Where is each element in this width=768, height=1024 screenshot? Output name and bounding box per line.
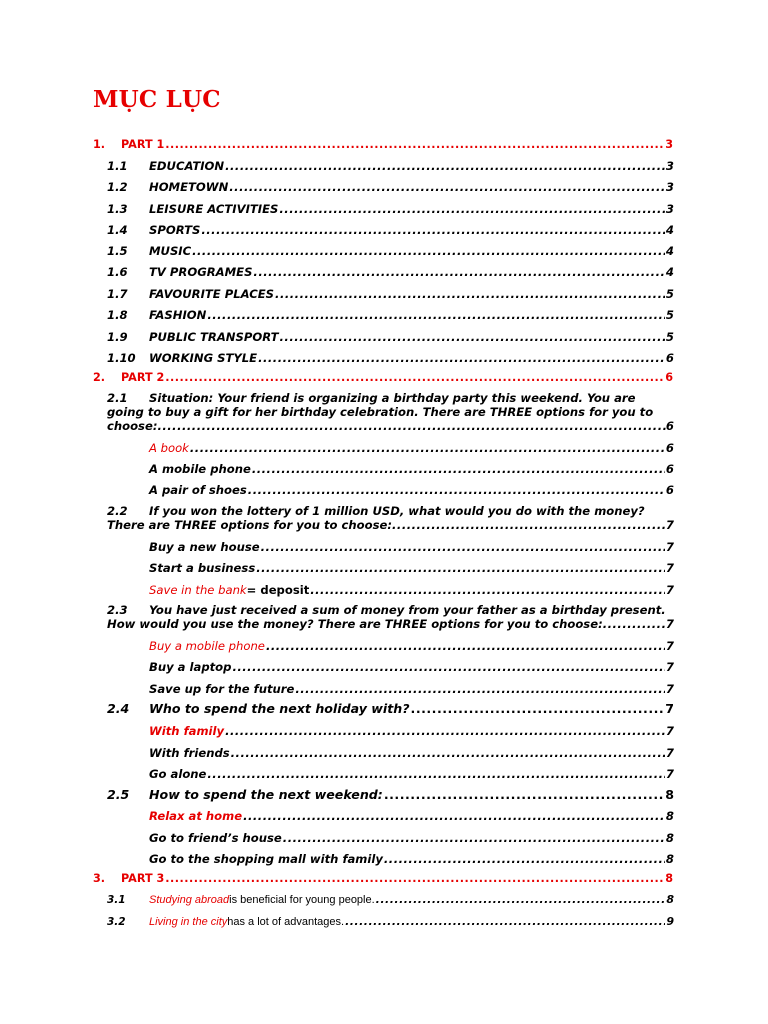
entry-title: Go to the shopping mall with family — [149, 852, 383, 866]
dot-leader — [280, 330, 665, 344]
entry-number: 1.3 — [107, 202, 128, 216]
page-number: 7 — [665, 660, 674, 674]
entry-title: Buy a laptop — [149, 660, 232, 674]
toc-entry-1-2[interactable] — [107, 180, 674, 194]
entry-title-line-1: If you won the lottery of 1 million USD, what would you do with the money? — [149, 504, 645, 518]
page-number: 6 — [665, 462, 674, 476]
dot-leader — [248, 483, 665, 497]
entry-number: 1.2 — [107, 180, 128, 194]
entry-line — [107, 391, 674, 405]
toc-entry-part-3[interactable] — [93, 872, 673, 886]
dot-leader — [258, 351, 665, 365]
page-number: 7 — [665, 540, 674, 554]
entry-number: 2.1 — [107, 391, 128, 405]
entry-title-line-2: going to buy a gift for her birthday celebration. There are THREE options for you to — [107, 405, 654, 419]
toc-bullet-with-family[interactable] — [107, 724, 674, 738]
entry-number: 2.5 — [107, 787, 130, 802]
dot-leader — [603, 617, 666, 631]
entry-title: Start a business — [149, 561, 256, 575]
dot-leader — [266, 639, 665, 653]
dot-leader — [229, 180, 665, 194]
entry-line — [107, 419, 674, 433]
page-number: 3 — [665, 138, 673, 151]
entry-title: Go alone — [149, 767, 207, 781]
entry-title: Relax at home — [149, 809, 243, 823]
page-number: 6 — [665, 419, 674, 433]
entry-title: Buy a new house — [149, 540, 260, 554]
toc-entry-1-9[interactable] — [107, 330, 674, 344]
page-number: 6 — [665, 441, 674, 455]
toc-bullet-save-up-for-the-future[interactable] — [107, 682, 674, 696]
entry-title: PUBLIC TRANSPORT — [149, 330, 279, 344]
page-number: 7 — [665, 583, 674, 597]
toc-bullet-buy-a-mobile-phone[interactable] — [107, 639, 674, 653]
entry-title: EDUCATION — [149, 159, 225, 173]
toc-entry-2-5[interactable] — [107, 788, 674, 802]
dot-leader — [190, 441, 665, 455]
entry-title-highlight: Living in the city — [149, 916, 228, 928]
entry-title: How to spend the next weekend: — [149, 787, 383, 802]
entry-title: HOMETOWN — [149, 180, 229, 194]
entry-title-rest: = deposit — [246, 583, 310, 597]
toc-entry-part-1[interactable] — [93, 138, 673, 152]
dot-leader — [345, 915, 665, 929]
dot-leader — [295, 682, 665, 696]
dot-leader — [253, 265, 665, 279]
entry-number: 3. — [93, 872, 106, 885]
entry-title: Who to spend the next holiday with? — [149, 701, 410, 716]
toc-bullet-go-to-friends-house[interactable] — [107, 831, 674, 845]
toc-entry-3-2[interactable] — [107, 915, 674, 929]
entry-title: A mobile phone — [149, 462, 251, 476]
page-number: 3 — [665, 180, 674, 194]
page-number: 7 — [665, 767, 674, 781]
toc-entry-2-2[interactable] — [107, 504, 674, 532]
page-number: 9 — [666, 915, 674, 928]
toc-bullet-buy-a-new-house[interactable] — [107, 540, 674, 554]
page-number: 5 — [665, 330, 674, 344]
dot-leader — [157, 419, 665, 433]
entry-number: 1.8 — [107, 308, 128, 322]
dot-leader — [384, 788, 664, 802]
toc-entry-3-1[interactable] — [107, 893, 674, 907]
page-number: 8 — [665, 852, 674, 866]
toc-entry-2-1[interactable] — [107, 391, 674, 433]
entry-title: A book — [149, 441, 189, 455]
toc-entry-2-4[interactable] — [107, 702, 674, 716]
entry-title: With family — [149, 724, 225, 738]
page-number: 4 — [665, 244, 674, 258]
entry-title-line-1: Situation: Your friend is organizing a birthday party this weekend. You are — [149, 391, 636, 405]
entry-title-line-2: There are THREE options for you to choose: — [107, 518, 393, 532]
entry-title-line-3: choose: — [107, 419, 158, 433]
dot-leader — [225, 724, 665, 738]
entry-number: 2.2 — [107, 504, 128, 518]
page-number: 5 — [665, 308, 674, 322]
dot-leader — [411, 702, 665, 716]
toc-entry-part-2[interactable] — [93, 371, 673, 385]
entry-title-rest: has a lot of advantages. — [227, 916, 345, 928]
entry-title-line-2: How would you use the money? There are THREE options for you to choose: — [107, 617, 603, 631]
toc-entry-2-3[interactable] — [107, 603, 674, 631]
page-number: 8 — [665, 831, 674, 845]
toc-bullet-with-friends[interactable] — [107, 746, 674, 760]
entry-title: FAVOURITE PLACES — [149, 287, 275, 301]
toc-bullet-start-a-business[interactable] — [107, 561, 674, 575]
page-number: 6 — [665, 483, 674, 497]
page-number: 8 — [666, 893, 674, 906]
entry-line — [107, 405, 674, 419]
page-number: 7 — [665, 724, 674, 738]
dot-leader — [283, 831, 665, 845]
entry-title-line-1: You have just received a sum of money from your father as a birthday present. — [149, 603, 666, 617]
entry-number: 1.7 — [107, 287, 128, 301]
page-number: 7 — [665, 561, 674, 575]
dot-leader — [392, 518, 666, 532]
dot-leader — [275, 287, 665, 301]
entry-title: Save up for the future — [149, 682, 295, 696]
entry-number: 1.10 — [107, 351, 136, 365]
page-number: 7 — [665, 639, 674, 653]
toc-bullet-a-book[interactable] — [107, 441, 674, 455]
entry-title: WORKING STYLE — [149, 351, 258, 365]
dot-leader — [165, 371, 664, 385]
dot-leader — [201, 223, 665, 237]
toc-entry-1-10[interactable] — [107, 351, 674, 365]
dot-leader — [207, 308, 665, 322]
entry-title: With friends — [149, 746, 230, 760]
page-number: 7 — [665, 682, 674, 696]
toc-bullet-a-pair-of-shoes[interactable] — [107, 483, 674, 497]
dot-leader — [243, 809, 665, 823]
toc-bullet-a-mobile-phone[interactable] — [107, 462, 674, 476]
dot-leader — [384, 852, 665, 866]
entry-title-highlight: Save in the bank — [149, 583, 247, 597]
page-number: 8 — [665, 809, 674, 823]
entry-number: 1. — [93, 138, 106, 151]
page-number: 8 — [665, 787, 674, 802]
dot-leader — [207, 767, 665, 781]
toc-entry-1-3[interactable] — [107, 202, 674, 216]
entry-number: 3.2 — [107, 916, 126, 928]
entry-line — [107, 518, 674, 532]
page-number: 4 — [665, 223, 674, 237]
dot-leader — [261, 540, 665, 554]
page-number: 7 — [665, 701, 674, 716]
entry-title: SPORTS — [149, 223, 201, 237]
entry-number: 3.1 — [107, 894, 126, 906]
page-number: 6 — [665, 351, 674, 365]
entry-number: 1.9 — [107, 330, 128, 344]
entry-line — [107, 603, 674, 617]
dot-leader — [310, 583, 665, 597]
toc-bullet-buy-a-laptop[interactable] — [107, 660, 674, 674]
page-number: 7 — [665, 746, 674, 760]
page-number: 8 — [665, 872, 673, 885]
page-number: 5 — [665, 287, 674, 301]
entry-number: 1.4 — [107, 223, 128, 237]
entry-line — [107, 617, 674, 631]
entry-title: LEISURE ACTIVITIES — [149, 202, 279, 216]
dot-leader — [225, 159, 665, 173]
toc-entry-1-5[interactable] — [107, 244, 674, 258]
dot-leader — [192, 244, 665, 258]
entry-title: TV PROGRAMES — [149, 265, 253, 279]
entry-title: Buy a mobile phone — [149, 639, 265, 653]
entry-title: FASHION — [149, 308, 207, 322]
page-number: 7 — [665, 518, 674, 532]
entry-title-highlight: Studying abroad — [149, 894, 230, 906]
entry-title: A pair of shoes — [149, 483, 247, 497]
page-number: 3 — [665, 202, 674, 216]
toc-entry-1-1[interactable] — [107, 159, 674, 173]
entry-number: 1.5 — [107, 244, 128, 258]
toc-entry-1-7[interactable] — [107, 287, 674, 301]
entry-number: 2. — [93, 371, 106, 384]
entry-title-rest: is beneficial for young people. — [229, 894, 375, 906]
toc-bullet-save-in-the-bank[interactable] — [107, 583, 674, 597]
toc-entry-1-4[interactable] — [107, 223, 674, 237]
page-number: 3 — [665, 159, 674, 173]
entry-number: 1.6 — [107, 265, 128, 279]
dot-leader — [165, 872, 664, 886]
dot-leader — [252, 462, 665, 476]
dot-leader — [232, 660, 664, 674]
dot-leader — [279, 202, 665, 216]
toc-entry-1-6[interactable] — [107, 265, 674, 279]
entry-line — [107, 504, 674, 518]
page-number: 7 — [665, 617, 674, 631]
page-number: 6 — [665, 371, 673, 384]
entry-title: PART 3 — [121, 872, 165, 885]
dot-leader — [256, 561, 665, 575]
dot-leader — [231, 746, 665, 760]
entry-number: 2.4 — [107, 701, 130, 716]
toc-entry-1-8[interactable] — [107, 308, 674, 322]
entry-title: PART 1 — [121, 138, 165, 151]
entry-title: PART 2 — [121, 371, 165, 384]
entry-title: MUSIC — [149, 244, 192, 258]
entry-number: 2.3 — [107, 603, 128, 617]
page-number: 4 — [665, 265, 674, 279]
entry-title: Go to friend’s house — [149, 831, 282, 845]
toc-bullet-go-alone[interactable] — [107, 767, 674, 781]
entry-number: 1.1 — [107, 159, 128, 173]
toc-bullet-relax-at-home[interactable] — [107, 809, 674, 823]
dot-leader — [165, 138, 664, 152]
toc-bullet-go-to-the-shopping-mall[interactable] — [107, 852, 674, 866]
toc-heading: MỤC LỤC — [93, 86, 221, 113]
dot-leader — [376, 893, 666, 907]
